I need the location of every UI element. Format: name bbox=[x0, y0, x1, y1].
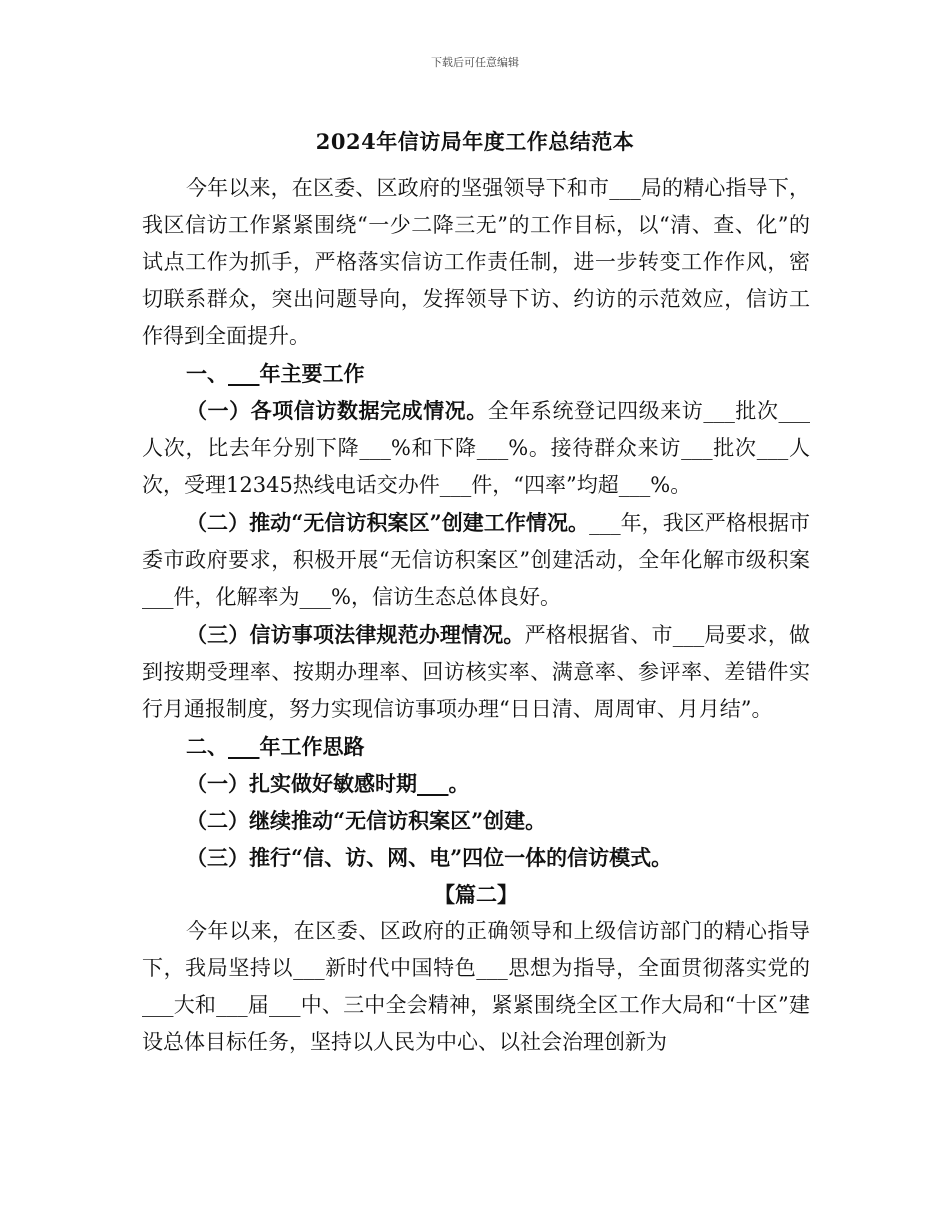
header-note: 下载后可任意编辑 bbox=[431, 56, 519, 69]
item-3-heading: （三）信访事项法律规范办理情况。 bbox=[186, 622, 525, 647]
section-2-heading: 二、___年工作思路 bbox=[186, 734, 365, 759]
item-1-text: 全年系统登记四级来访___批次___人次，比去年分别下降___%和下降___%。接待群众来访___批次___人次，受理12345热线电话交办件___件，“四率”均超___%。 bbox=[142, 399, 811, 497]
item-2-text: ___年，我区严格根据市委市政府要求，积极开展“无信访积案区”创建活动，全年化解市级积案___件，化解率为___%，信访生态总体良好。 bbox=[142, 511, 810, 609]
part-2-heading: 【篇二】 bbox=[434, 882, 518, 907]
section-2-item-2: （二）继续推动“无信访积案区”创建。 bbox=[186, 808, 547, 833]
section-1-item-2 bbox=[142, 504, 810, 616]
item-2-heading: （二）推动“无信访积案区”创建工作情况。 bbox=[186, 510, 590, 535]
document-title: 2024年信访局年度工作总结范本 bbox=[315, 129, 635, 154]
item-1-heading: （一）各项信访数据完成情况。 bbox=[186, 398, 488, 423]
section-1-heading: 一、___年主要工作 bbox=[186, 361, 365, 386]
intro-paragraph: 今年以来，在区委、区政府的坚强领导下和市___局的精心指导下，我区信访工作紧紧围绕“一少二降三无”的工作目标，以“清、查、化”的试点工作为抓手，严格落实信访工作责任制，进一步转变工作作风，密切联系群众，突出问题导向，发挥领导下访、约访的示范效应，信访工作得到全面提升。 bbox=[142, 176, 810, 348]
section-2-item-3: （三）推行“信、访、网、电”四位一体的信访模式。 bbox=[186, 845, 673, 870]
item-3-text: 严格根据省、市___局要求，做到按期受理率、按期办理率、回访核实率、满意率、参评率、差错件实行月通报制度，努力实现信访事项办理“日日清、周周审、月月结”。 bbox=[142, 623, 811, 721]
section-1-item-3 bbox=[142, 616, 810, 728]
part-2-paragraph: 今年以来，在区委、区政府的正确领导和上级信访部门的精心指导下，我局坚持以___新时代中国特色___思想为指导，全面贯彻落实党的___大和___届___中、三中全会精神，紧紧围绕全区工作大局和“十区”建设总体目标任务，坚持以人民为中心、以社会治理创新为 bbox=[142, 919, 810, 1054]
section-1-item-1 bbox=[142, 392, 810, 504]
section-2-item-1: （一）扎实做好敏感时期___。 bbox=[186, 771, 470, 796]
document-body bbox=[142, 170, 810, 1061]
